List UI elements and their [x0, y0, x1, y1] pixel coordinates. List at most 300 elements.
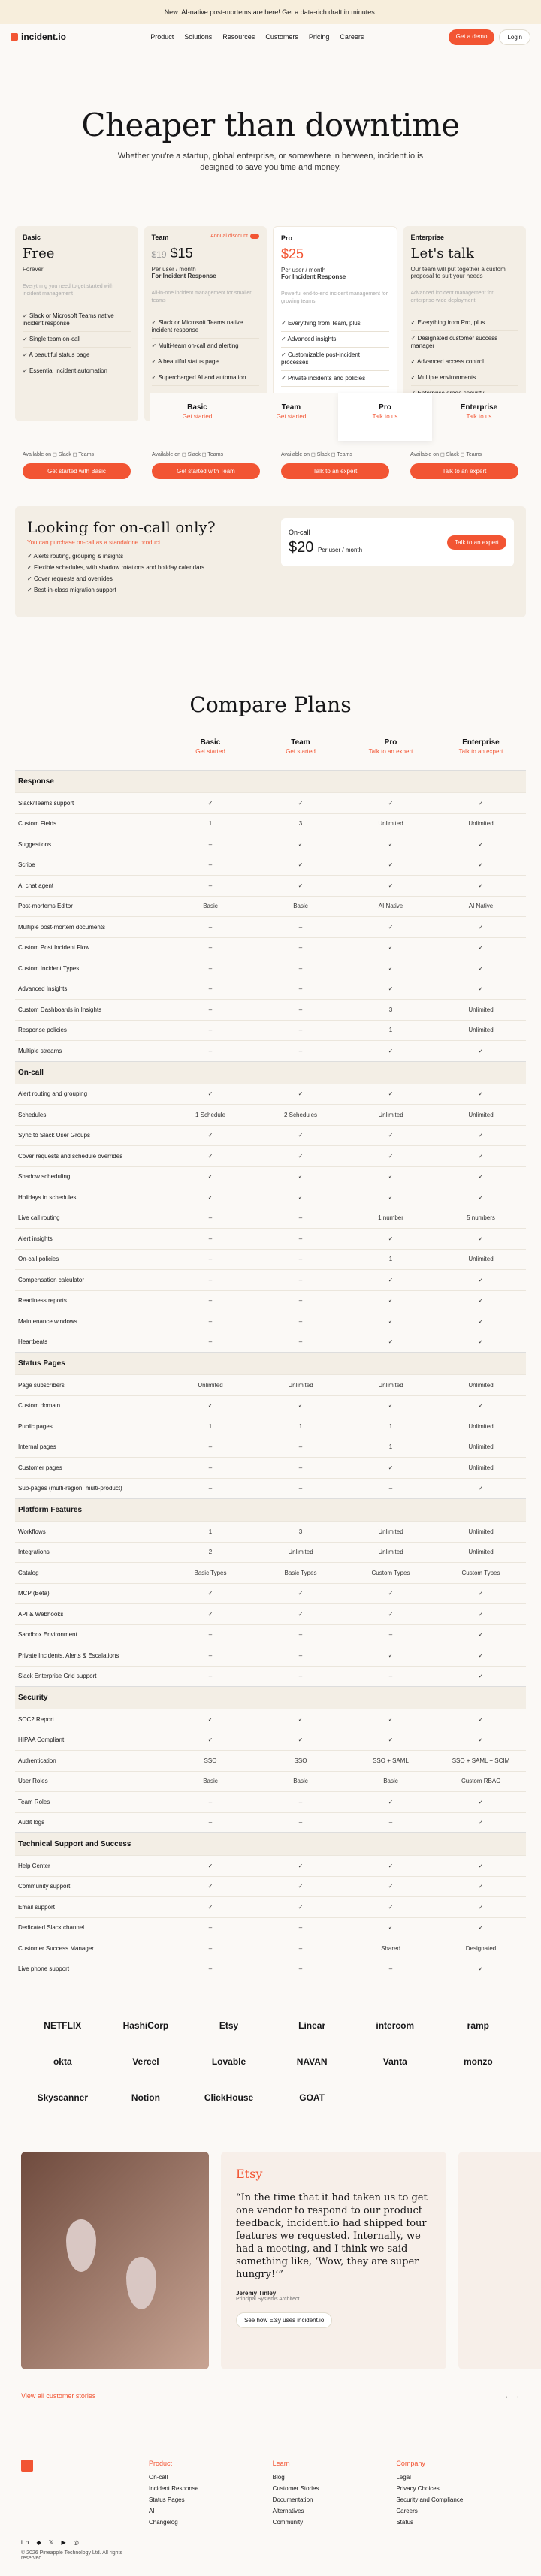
plan-footer — [274, 445, 397, 485]
footer-link[interactable]: Incident Response — [149, 2485, 199, 2492]
feature-value: Unlimited — [468, 1111, 494, 1118]
feature-name: Team Roles — [18, 1798, 50, 1805]
see-story-button[interactable]: See how Etsy uses incident.io — [236, 2312, 332, 2328]
feature-name: Custom Post Incident Flow — [18, 944, 90, 952]
get-demo-button[interactable]: Get a demo — [449, 29, 495, 45]
oncall-feature: ✓ Best-in-class migration support — [27, 584, 281, 596]
feature-value: – — [208, 1297, 213, 1305]
compare-row — [15, 1249, 526, 1270]
plan-per — [281, 267, 389, 280]
feature-value: 1 — [208, 820, 213, 828]
footer-link[interactable]: Community — [272, 2519, 304, 2526]
feature-name: Custom domain — [18, 1402, 61, 1410]
feature-value: ✓ — [478, 923, 484, 931]
feature-value: – — [298, 1631, 303, 1639]
feature-value: ✓ — [207, 1610, 213, 1618]
oncall-cta-button[interactable]: Talk to an expert — [447, 535, 506, 550]
feature-value: – — [298, 1256, 303, 1263]
compare-row — [15, 1709, 526, 1730]
compare-col-name: Enterprise — [462, 738, 500, 747]
compare-row — [15, 1562, 526, 1583]
feature-value: ✓ — [478, 944, 484, 952]
feature-value: Unlimited — [468, 1464, 494, 1471]
feature-value: ✓ — [478, 1903, 484, 1911]
feature-value: ✓ — [388, 1590, 394, 1597]
compare-row — [15, 1437, 526, 1458]
plan-footer — [403, 445, 526, 485]
compare-row — [15, 1876, 526, 1897]
plan-features — [23, 309, 131, 379]
plan-per-text: Our team will put together a custom proposal to suit your needs — [410, 266, 506, 279]
compare-row — [15, 1791, 526, 1812]
compare-row — [15, 1145, 526, 1166]
oncall-features — [27, 550, 281, 596]
feature-name: Community support — [18, 1883, 71, 1890]
feature-value: Shared — [381, 1944, 400, 1952]
testimonial-brand: Etsy — [236, 2167, 263, 2181]
nav-link-careers[interactable]: Careers — [340, 33, 364, 41]
compare-col-name: Basic — [200, 738, 221, 747]
plan-feature: ✓ Advanced insights — [281, 332, 389, 348]
feature-value: – — [208, 1651, 213, 1659]
nav-link-resources[interactable]: Resources — [222, 33, 255, 41]
compare-table — [15, 738, 526, 1979]
feature-value: Basic — [203, 1778, 218, 1785]
compare-row — [15, 792, 526, 813]
compare-row — [15, 1666, 526, 1687]
feature-name: Maintenance windows — [18, 1317, 77, 1325]
feature-value: Unlimited — [288, 1549, 313, 1556]
feature-value: ✓ — [388, 861, 394, 869]
plan-feature: ✓ Designated customer success manager — [411, 331, 519, 354]
plan-feature: ✓ Multiple environments — [411, 370, 519, 386]
footer-link[interactable]: Legal — [396, 2474, 411, 2481]
plan-feature: ✓ Everything from Pro, plus — [411, 315, 519, 331]
footer-link[interactable]: Status Pages — [149, 2496, 185, 2503]
compare-section-title: Platform Features — [15, 1498, 526, 1521]
footer-col-title: Learn — [272, 2460, 290, 2467]
compare-row — [15, 875, 526, 896]
feature-value: ✓ — [388, 1402, 394, 1410]
feature-value: ✓ — [298, 1090, 304, 1098]
hero — [0, 50, 541, 204]
feature-value: – — [298, 985, 303, 993]
annual-discount-label: Annual discount — [210, 234, 248, 239]
feature-value: ✓ — [388, 1610, 394, 1618]
plan-desc: Everything you need to get started with incident management — [23, 284, 114, 297]
feature-value: – — [208, 1673, 213, 1680]
footer-link[interactable]: Alternatives — [272, 2508, 304, 2514]
feature-value: – — [298, 1944, 303, 1952]
footer-link[interactable]: On-call — [149, 2474, 168, 2481]
compare-row — [15, 1457, 526, 1478]
feature-value: AI Native — [468, 903, 494, 910]
plan-per — [411, 266, 519, 279]
feature-value: – — [298, 1443, 303, 1451]
feature-value: ✓ — [207, 1090, 213, 1098]
feature-value: ✓ — [207, 1173, 213, 1181]
feature-value: ✓ — [388, 799, 394, 807]
plan-per-text: Per user / month — [151, 266, 196, 273]
compare-row — [15, 1917, 526, 1938]
sticky-col-pro[interactable] — [338, 393, 432, 441]
compare-row — [15, 896, 526, 917]
feature-name: Slack/Teams support — [18, 799, 74, 807]
feature-value: ✓ — [298, 1132, 304, 1139]
view-all-stories-link[interactable]: View all customer stories — [21, 2392, 96, 2400]
feature-value: – — [208, 1944, 213, 1952]
feature-value: – — [298, 923, 303, 931]
footer-link[interactable]: Changelog — [149, 2519, 178, 2526]
plan-desc: Advanced incident management for enterprise-wide deployment — [410, 291, 494, 303]
feature-value: 5 numbers — [467, 1214, 495, 1222]
feature-value: ✓ — [478, 1173, 484, 1181]
compare-col-name: Team — [291, 738, 310, 747]
customer-logo: Skyscanner — [37, 2092, 88, 2103]
sticky-plan-cta[interactable]: Get started — [276, 413, 307, 420]
feature-value: Custom RBAC — [461, 1778, 500, 1785]
feature-value: 1 number — [378, 1214, 403, 1222]
compare-row — [15, 937, 526, 958]
logo-icon — [11, 33, 18, 41]
earring-shape — [126, 2257, 156, 2309]
plan-price-value: $15 — [170, 246, 193, 261]
feature-value: ✓ — [207, 799, 213, 807]
feature-name: Readiness reports — [18, 1297, 67, 1305]
plan-cta-button[interactable]: Talk to an expert — [281, 463, 389, 479]
feature-value: – — [298, 1214, 303, 1222]
footer-link[interactable]: AI — [149, 2508, 155, 2514]
feature-value: 2 — [208, 1549, 213, 1556]
feature-value: ✓ — [478, 1651, 484, 1659]
footer-logo-icon[interactable] — [21, 2460, 33, 2472]
footer-link[interactable]: Blog — [272, 2474, 285, 2481]
feature-value: – — [208, 1317, 213, 1325]
feature-value: – — [388, 1819, 393, 1826]
compare-row — [15, 1896, 526, 1917]
oncall-panel — [15, 506, 526, 617]
feature-value: ✓ — [298, 1862, 304, 1869]
feature-value: ✓ — [478, 1235, 484, 1242]
feature-value: ✓ — [478, 1610, 484, 1618]
feature-value: ✓ — [298, 840, 304, 848]
feature-value: ✓ — [298, 1715, 304, 1723]
feature-name: Custom Incident Types — [18, 964, 80, 972]
customer-logo: Vanta — [382, 2056, 407, 2067]
feature-value: ✓ — [298, 1402, 304, 1410]
footer-link[interactable]: Careers — [396, 2508, 418, 2514]
feature-value: ✓ — [207, 1590, 213, 1597]
feature-name: Live phone support — [18, 1965, 70, 1973]
feature-value: ✓ — [478, 1485, 484, 1492]
plan-cta-button[interactable]: Get started with Team — [152, 463, 260, 479]
feature-name: Alert insights — [18, 1235, 53, 1242]
feature-value: ✓ — [478, 1924, 484, 1932]
feature-value: Unlimited — [468, 1027, 494, 1034]
compare-row — [15, 1125, 526, 1146]
feature-value: – — [208, 1443, 213, 1451]
compare-row — [15, 1374, 526, 1395]
nav-link-pricing[interactable]: Pricing — [308, 33, 330, 41]
plan-price — [152, 246, 260, 261]
compare-col-cta[interactable]: Talk to an expert — [458, 748, 503, 755]
compare-row — [15, 1730, 526, 1751]
next-testimonial-card[interactable] — [458, 2152, 541, 2369]
feature-value: ✓ — [478, 882, 484, 889]
feature-value: Custom Types — [461, 1569, 500, 1576]
plan-price-value: Free — [23, 246, 55, 261]
feature-value: – — [208, 1819, 213, 1826]
compare-row — [15, 855, 526, 876]
login-button[interactable]: Login — [499, 29, 530, 45]
testimonial-role: Principal Systems Architect — [236, 2297, 300, 2302]
annual-discount-toggle[interactable] — [210, 234, 259, 239]
page-title: Cheaper than downtime — [81, 107, 460, 143]
feature-value: ✓ — [478, 861, 484, 869]
feature-value: ✓ — [478, 1193, 484, 1201]
feature-value: ✓ — [478, 1317, 484, 1325]
feature-value: Unlimited — [378, 1111, 403, 1118]
footer-col-title: Company — [396, 2460, 425, 2467]
feature-value: 1 — [388, 1422, 393, 1430]
sticky-plan-cta[interactable]: Talk to us — [372, 413, 398, 420]
social-icons[interactable]: in ◆ 𝕏 ▶ ◎ — [21, 2539, 82, 2546]
feature-value: SSO + SAML — [373, 1757, 409, 1764]
compare-row — [15, 1750, 526, 1771]
feature-value: SSO — [294, 1757, 307, 1764]
customer-logo: HashiCorp — [122, 2020, 169, 2031]
sticky-plan-cta[interactable]: Talk to us — [466, 413, 492, 420]
feature-value: ✓ — [298, 799, 304, 807]
feature-value: – — [208, 1047, 213, 1054]
compare-row — [15, 1104, 526, 1125]
customer-logos — [0, 2007, 541, 2116]
feature-name: User Roles — [18, 1778, 48, 1785]
feature-name: Cover requests and schedule overrides — [18, 1152, 123, 1160]
feature-name: Catalog — [18, 1569, 39, 1576]
customer-logo: monzo — [464, 2056, 493, 2067]
feature-name: Sub-pages (multi-region, multi-product) — [18, 1485, 122, 1492]
nav-link-product[interactable]: Product — [150, 33, 174, 41]
feature-name: Multiple post-mortem documents — [18, 923, 106, 931]
feature-value: 1 — [298, 1422, 303, 1430]
footer-link[interactable]: Customer Stories — [272, 2485, 319, 2492]
oncall-label: On-call — [289, 528, 310, 536]
plan-name: Pro — [281, 234, 293, 242]
feature-value: 2 Schedules — [283, 1111, 318, 1118]
feature-name: API & Webhooks — [18, 1610, 64, 1618]
compare-col-cta[interactable]: Get started — [286, 748, 316, 755]
feature-value: ✓ — [478, 964, 484, 972]
feature-value: 1 — [388, 1443, 393, 1451]
feature-value: – — [208, 882, 213, 889]
feature-value: – — [298, 1047, 303, 1054]
compare-row — [15, 813, 526, 834]
plan-feature: ✓ Private incidents and policies — [281, 371, 389, 387]
announcement-bar[interactable]: New: AI-native post-mortems are here! Get a data-rich draft in minutes. — [0, 0, 541, 24]
feature-value: ✓ — [298, 1883, 304, 1890]
feature-value: ✓ — [207, 1193, 213, 1201]
compare-row — [15, 1332, 526, 1353]
feature-value: – — [298, 1338, 303, 1346]
feature-value: ✓ — [388, 1047, 394, 1054]
plan-price-value: Let's talk — [410, 246, 474, 261]
feature-name: Authentication — [18, 1757, 56, 1764]
feature-value: ✓ — [388, 1276, 394, 1283]
feature-name: Email support — [18, 1903, 55, 1911]
compare-row — [15, 1771, 526, 1792]
feature-value: Unlimited — [468, 1256, 494, 1263]
plan-cta-button[interactable]: Talk to an expert — [410, 463, 518, 479]
feature-name: Customer Success Manager — [18, 1944, 94, 1952]
plan-desc: All-in-one incident management for smaller teams — [151, 291, 252, 303]
compare-row — [15, 1542, 526, 1563]
feature-value: ✓ — [478, 1883, 484, 1890]
feature-value: – — [208, 1798, 213, 1805]
nav-link-solutions[interactable]: Solutions — [184, 33, 213, 41]
compare-row — [15, 1020, 526, 1041]
compare-header — [15, 738, 526, 770]
compare-col-cta[interactable]: Talk to an expert — [368, 748, 413, 755]
feature-name: Live call routing — [18, 1214, 60, 1222]
plan-feature: ✓ Supercharged AI and automation — [152, 370, 260, 386]
plan-name: Basic — [23, 234, 41, 241]
feature-value: – — [208, 944, 213, 952]
plan-feature: ✓ Everything from Team, plus — [281, 316, 389, 332]
feature-value: Unlimited — [378, 1528, 403, 1535]
feature-value: ✓ — [388, 1338, 394, 1346]
compare-row — [15, 1938, 526, 1959]
feature-value: ✓ — [388, 1736, 394, 1744]
feature-name: On-call policies — [18, 1256, 59, 1263]
customer-logo: intercom — [376, 2020, 415, 2031]
testimonial-image — [21, 2152, 209, 2369]
feature-value: ✓ — [478, 1798, 484, 1805]
oncall-per: Per user / month — [317, 546, 363, 554]
compare-row — [15, 1416, 526, 1437]
feature-value: – — [298, 1464, 303, 1471]
feature-value: – — [388, 1965, 393, 1973]
feature-value: – — [298, 1276, 303, 1283]
feature-value: ✓ — [478, 1965, 484, 1973]
compare-row — [15, 1478, 526, 1499]
feature-value: ✓ — [388, 1464, 394, 1471]
feature-value: ✓ — [388, 1798, 394, 1805]
feature-value: – — [208, 1464, 213, 1471]
plan-old-price: $19 — [151, 249, 167, 260]
feature-value: ✓ — [298, 1736, 304, 1744]
feature-value: ✓ — [478, 1736, 484, 1744]
feature-value: ✓ — [478, 1297, 484, 1305]
feature-value: Basic — [383, 1778, 398, 1785]
toggle-switch-icon[interactable] — [250, 234, 259, 239]
feature-value: 1 — [208, 1422, 213, 1430]
footer-link[interactable]: Status — [396, 2519, 414, 2526]
oncall-feature: ✓ Flexible schedules, with shadow rotations and holiday calendars — [27, 562, 281, 573]
plan-per — [23, 266, 131, 273]
feature-value: – — [298, 944, 303, 952]
feature-value: – — [388, 1485, 393, 1492]
feature-value: ✓ — [207, 1152, 213, 1160]
compare-title: Compare Plans — [189, 692, 352, 717]
feature-value: ✓ — [207, 1903, 213, 1911]
brand-logo[interactable] — [11, 32, 66, 42]
feature-name: Slack Enterprise Grid support — [18, 1673, 97, 1680]
feature-value: – — [208, 1631, 213, 1639]
plan-footer-row — [0, 403, 541, 485]
feature-value: ✓ — [478, 1276, 484, 1283]
compare-col-name: Pro — [384, 738, 397, 747]
footer-brand — [21, 2460, 149, 2561]
plan-card-pro — [273, 226, 397, 421]
plan-feature: ✓ Slack or Microsoft Teams native incident response — [152, 315, 260, 339]
compare-col-cta[interactable]: Get started — [195, 748, 225, 755]
feature-name: Sync to Slack User Groups — [18, 1132, 91, 1139]
feature-value: ✓ — [388, 1883, 394, 1890]
footer-col-learn — [273, 2460, 397, 2561]
plan-feature: ✓ A beautiful status page — [23, 348, 131, 363]
plan-per-sub: For Incident Response — [281, 273, 346, 280]
feature-value: 1 — [388, 1256, 393, 1263]
feature-value: – — [208, 1235, 213, 1242]
available-on-label: Available on ◻ Slack ◻ Teams — [410, 452, 482, 457]
sticky-plan-name: Basic — [187, 403, 207, 412]
feature-value: ✓ — [478, 1402, 484, 1410]
compare-row — [15, 1812, 526, 1833]
compare-row — [15, 1645, 526, 1666]
footer-link[interactable]: Documentation — [272, 2496, 313, 2503]
testimonial-name: Jeremy Tinley — [236, 2290, 277, 2297]
feature-value: ✓ — [207, 1736, 213, 1744]
compare-row — [15, 1166, 526, 1187]
feature-value: ✓ — [207, 1862, 213, 1869]
oncall-sub: You can purchase on-call as a standalone product. — [27, 539, 162, 546]
feature-value: Unlimited — [468, 820, 494, 828]
feature-value: ✓ — [388, 1715, 394, 1723]
sticky-col-enterprise[interactable] — [432, 393, 526, 441]
feature-value: Basic Types — [284, 1569, 317, 1576]
feature-value: ✓ — [298, 1173, 304, 1181]
nav-link-customers[interactable]: Customers — [265, 33, 298, 41]
footer-col-company — [396, 2460, 520, 2561]
compare-row — [15, 979, 526, 1000]
feature-value: Unlimited — [378, 1549, 403, 1556]
plan-features — [152, 315, 260, 386]
footer-link[interactable]: Privacy Choices — [396, 2485, 440, 2492]
feature-value: – — [208, 1485, 213, 1492]
feature-value: ✓ — [207, 1883, 213, 1890]
feature-name: Alert routing and grouping — [18, 1090, 88, 1098]
sticky-col-team[interactable] — [244, 393, 338, 441]
sticky-plan-cta[interactable]: Get started — [182, 413, 213, 420]
feature-value: – — [208, 840, 213, 848]
carousel-arrows[interactable]: ← → — [504, 2392, 520, 2400]
feature-value: ✓ — [388, 1651, 394, 1659]
compare-row — [15, 1603, 526, 1624]
feature-value: – — [298, 1819, 303, 1826]
feature-value: ✓ — [478, 1338, 484, 1346]
feature-value: Basic — [203, 903, 218, 910]
feature-value: 3 — [298, 1528, 303, 1535]
sticky-col-basic[interactable] — [150, 393, 244, 441]
plan-feature: ✓ Multi-team on-call and alerting — [152, 339, 260, 354]
customer-logo: Vercel — [132, 2056, 159, 2067]
available-on-label: Available on ◻ Slack ◻ Teams — [23, 452, 95, 457]
footer-link[interactable]: Security and Compliance — [396, 2496, 464, 2503]
plan-cta-button[interactable]: Get started with Basic — [23, 463, 131, 479]
feature-value: – — [388, 1631, 393, 1639]
plan-card-basic — [15, 226, 138, 421]
